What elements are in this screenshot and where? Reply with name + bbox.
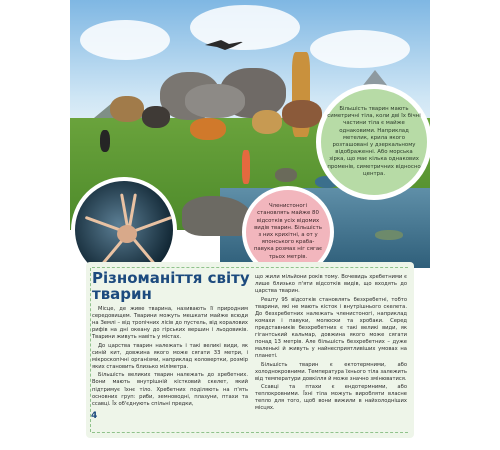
tortoise: [275, 168, 297, 182]
text-column-right: [255, 274, 407, 414]
stitch-border: [92, 267, 408, 268]
bear: [142, 106, 170, 128]
stitch-border: [92, 432, 408, 433]
cloud: [310, 30, 410, 68]
symmetry-info-circle: [316, 84, 432, 200]
paragraph: Більшість великих тварин належать до хребетних. Вони мають внутрішній кістковий скелет, який підтримує їхнє тіло. Хребетних поділяють на п'ять основних груп: риби, земноводні, плазуни, птахи та ссавці. Їх об'єднують спільні предки,: [92, 372, 248, 407]
crab-body: [117, 225, 137, 243]
paragraph: що жили мільйони років тому. Вочевидь хребетними є лише близько п'яти відсотків видів, що входять до царства тварин.: [255, 274, 407, 295]
stitch-border: [90, 268, 91, 432]
cloud: [190, 5, 300, 50]
flamingo: [242, 150, 250, 184]
arthropods-info-text: Членистоногі становлять майже 80 відсотків усіх відомих видів тварин. Більшість з них крихітні, а от у японського краба-павука розмах ніг сягає трьох метрів.: [253, 203, 323, 260]
rhinoceros: [185, 84, 245, 118]
page-number: 4: [91, 411, 98, 421]
paragraph: Ссавці та птахи є ендотермними, або теплокровними. Їхні тіла можуть виробляти власне тепло для того, щоб вони вижили в найхолодніших місцях.: [255, 384, 407, 412]
paragraph: Місце, де живе тварина, називають її природним середовищем. Тварини можуть мешкати майже всюди на Землі – від тропічних лісів до пустель, від коралових рифів на дні океану до гірських вершин і льодовиків. Тварини живуть навіть у містах.: [92, 306, 248, 341]
paragraph: Решту 95 відсотків становлять безхребетні, тобто тварини, які не мають кісток і внутрішнього скелета. До безхребетних належать членистоногі, наприклад комахи і павуки, молюски та хробаки. Серед представників безхребетних є такі великі види, як гігантський кальмар, довжина якого може сягати понад 13 метрів. Але більшість безхребетних – дуже маленькі й живуть у найнесприятливіших умовах на планеті.: [255, 296, 407, 360]
section-heading: Різноманіття світу тварин: [92, 269, 250, 303]
text-column-left: [92, 306, 248, 409]
penguin: [100, 130, 110, 152]
cloud: [80, 20, 170, 60]
paragraph: До царства тварин належать і такі великі види, як синій кит, довжина якого може сягати 33 метри, і мікроскопічні організми, наприклад коловертки, розмір яких становить близько міліметра.: [92, 342, 248, 370]
fish: [375, 230, 403, 240]
tiger: [190, 118, 226, 140]
deer: [282, 100, 322, 128]
lion: [252, 110, 282, 134]
paragraph: Більшість тварин є ектотермними, або холоднокровними. Температура їхнього тіла залежить від температури довкілля й може значно змінюватися.: [255, 361, 407, 382]
symmetry-info-text: Більшість тварин мають симетричні тіла, коли дві їх бічні частини тіла є майже однаковими. Наприклад метелик, крила якого розташовані у дзеркальному відображенні. Або морська зірка, що має кілька однакових променів, симетричних відносно центра.: [327, 105, 421, 177]
camel: [110, 96, 144, 122]
